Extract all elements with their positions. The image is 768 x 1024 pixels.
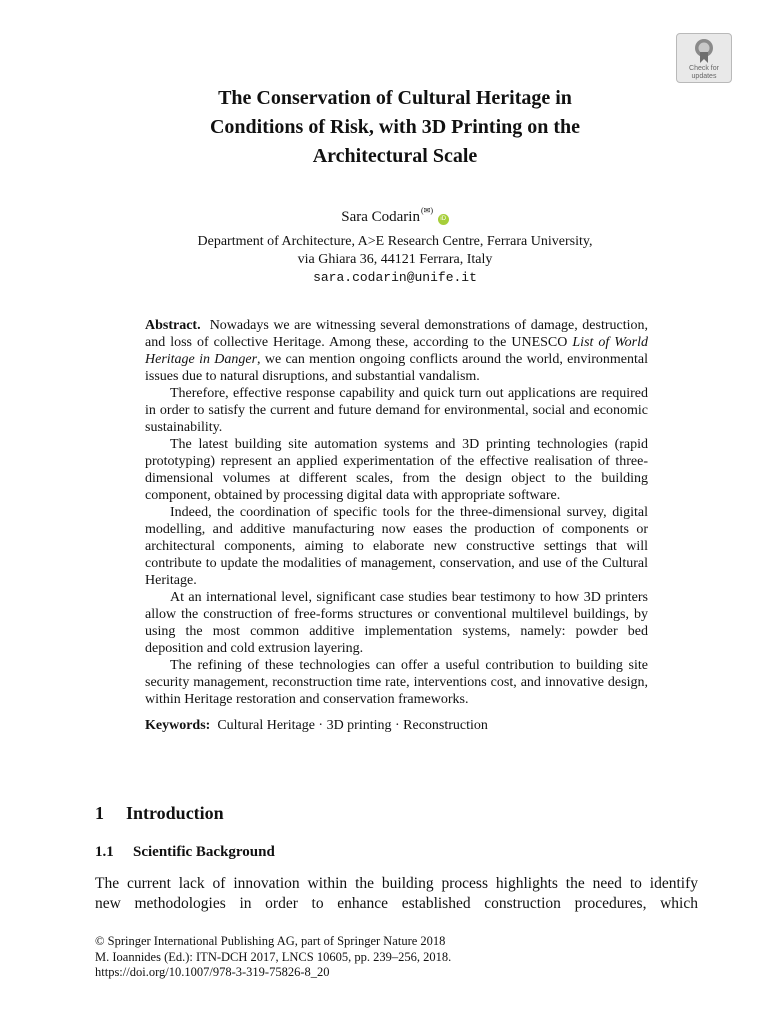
abstract-paragraph-6: The refining of these technologies can offer a useful contribution to building site security management, reconstruction time rate, interventions cost, and innovative design, within Heritage restoration and conservation frameworks. (145, 658, 648, 707)
section-title: Introduction (126, 803, 224, 823)
subsection-number: 1.1 (95, 844, 114, 860)
abstract-paragraph-3: The latest building site automation systems and 3D printing technologies (rapid prototyping) represent an applied experimentation of the effective realisation of three-dimensional volumes at different scales, from the design object to the building component, obtained by processing digital data with appropriate software. (145, 437, 648, 503)
abstract-p1-italic: List of World Heritage in Danger (145, 335, 648, 367)
subsection-heading-scientific-background (95, 843, 275, 862)
keywords-label: Keywords: (145, 718, 211, 733)
paper-title (110, 84, 680, 171)
badge-label-line2: updates (691, 73, 717, 80)
check-for-updates-badge[interactable] (676, 33, 732, 83)
affiliation (120, 233, 670, 287)
subsection-title: Scientific Background (133, 844, 275, 860)
author-email[interactable]: sara.codarin@unife.it (313, 270, 477, 285)
orcid-icon[interactable]: iD (438, 214, 449, 225)
corresponding-author-mark: (✉) (420, 206, 433, 215)
abstract-label: Abstract. (145, 318, 201, 333)
abstract-paragraph-1 (145, 317, 648, 385)
keywords (145, 717, 648, 734)
abstract-paragraph-4: Indeed, the coordination of specific tools for the three-dimensional survey, digital modelling, and additive manufacturing now eases the production of components or architectural components, aiming to elaborate new constructive settings that will contribute to update the modalities of management, conservation, and use of the Cultural Heritage. (145, 505, 648, 588)
abstract (145, 317, 648, 734)
keywords-text: Cultural Heritage · 3D printing · Reconstruction (217, 718, 488, 733)
author-line (0, 201, 768, 227)
affiliation-line-2: via Ghiara 36, 44121 Ferrara, Italy (297, 252, 493, 267)
bookmark-check-icon (693, 38, 715, 64)
body-line-2: new methodologies in order to enhance established construction procedures, which (95, 895, 698, 912)
footer-doi-link[interactable]: https://doi.org/10.1007/978-3-319-75826-8_20 (95, 965, 330, 979)
abstract-paragraph-2: Therefore, effective response capability and quick turn out applications are required in order to satisfy the current and future demand for environmental, social and economic sustainability. (145, 386, 648, 435)
body-text (95, 874, 698, 914)
section-number: 1 (95, 803, 104, 823)
author-name: Sara Codarin (341, 209, 420, 225)
title-line-3: Architectural Scale (312, 145, 478, 167)
footer-citation: M. Ioannides (Ed.): ITN-DCH 2017, LNCS 10605, pp. 239–256, 2018. (95, 949, 452, 964)
abstract-p1-after: , we can mention ongoing conflicts around the world, environmental issues due to natural disruptions, and substantial vandalism. (145, 352, 648, 384)
abstract-paragraph-5: At an international level, significant case studies bear testimony to how 3D printers allow the construction of free-forms structures or conventional multilevel buildings, by using the most common additive implementation systems, namely: powder bed deposition and cold extrusion layering. (145, 590, 648, 656)
affiliation-line-1: Department of Architecture, A>E Research Centre, Ferrara University, (197, 234, 593, 249)
abstract-p1-before: Nowadays we are witnessing several demonstrations of damage, destruction, and loss of collective Heritage. Among these, according to the UNESCO (145, 318, 648, 350)
body-line-1: The current lack of innovation within the building process highlights the need to identify (95, 875, 698, 892)
title-line-1: The Conservation of Cultural Heritage in (218, 87, 572, 109)
section-heading-introduction (95, 802, 224, 824)
title-line-2: Conditions of Risk, with 3D Printing on the (209, 116, 581, 138)
footer-copyright: © Springer International Publishing AG, part of Springer Nature 2018 (95, 934, 446, 948)
copyright-footer (95, 934, 695, 981)
badge-label-line1: Check for (689, 65, 719, 72)
